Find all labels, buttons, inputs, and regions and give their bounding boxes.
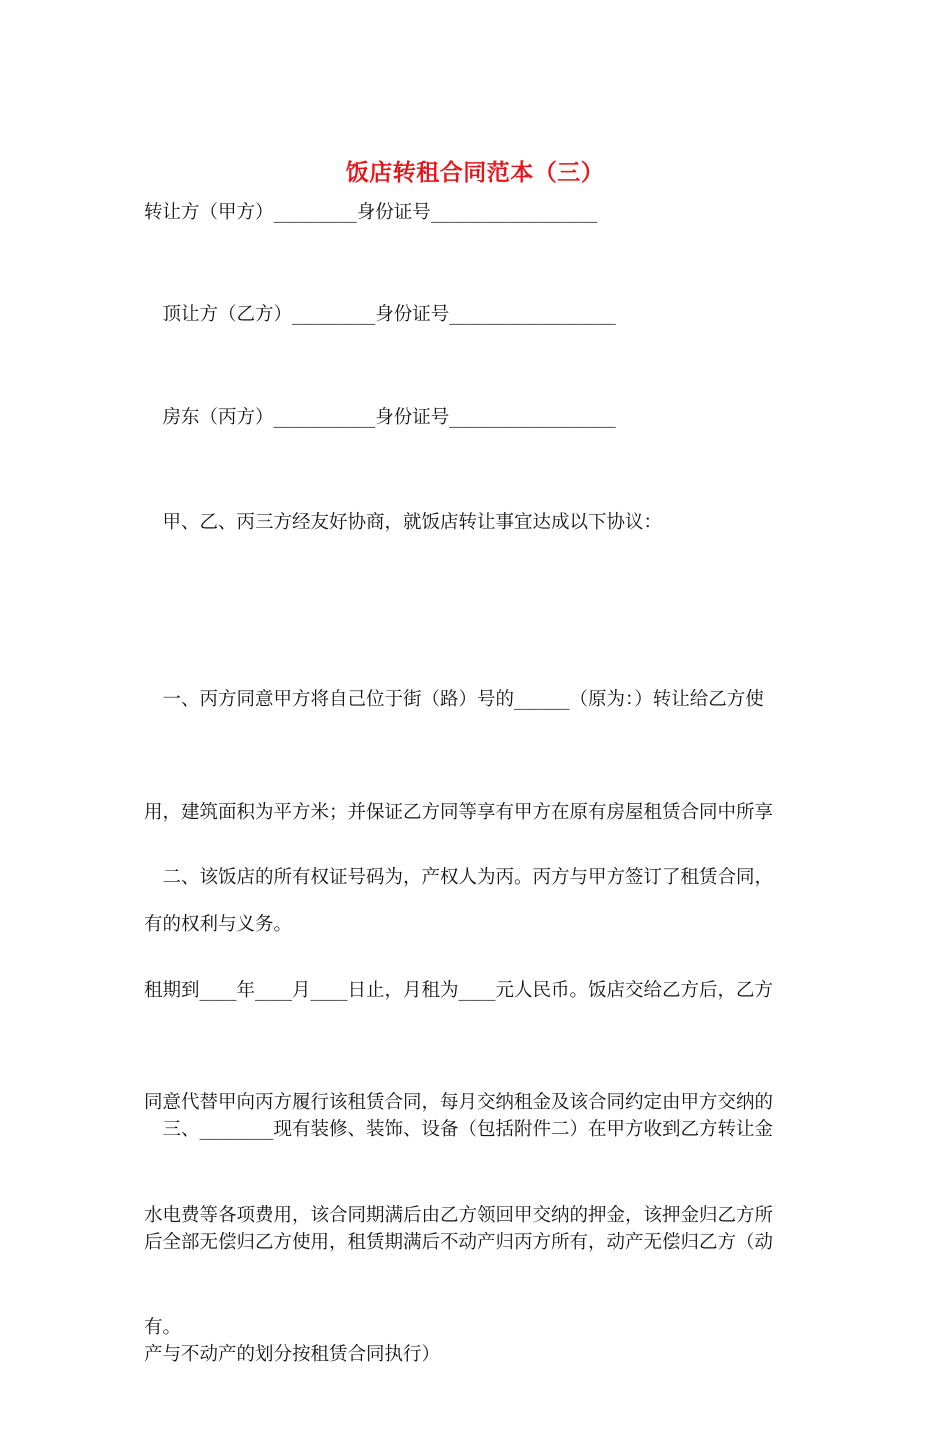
agreement-intro: 甲、乙、丙三方经友好协商，就饭店转让事宜达成以下协议： <box>144 512 663 533</box>
clause-2-line-1: 二、该饭店的所有权证号码为，产权人为丙。丙方与甲方签订了租赁合同， <box>144 867 774 888</box>
clause-2-line-3: 同意代替甲向丙方履行该租赁合同，每月交纳租金及该合同约定由甲方交纳的 <box>144 1092 774 1113</box>
clause-3-line-1: 三、________现有装修、装饰、设备（包括附件二）在甲方收到乙方转让金 <box>144 1119 774 1140</box>
clause-2-line-2: 租期到____年____月____日止，月租为____元人民币。饭店交给乙方后，乙方 <box>144 979 774 1001</box>
clause-3-line-2: 后全部无偿归乙方使用，租赁期满后不动产归丙方所有，动产无偿归乙方（动 <box>144 1231 774 1253</box>
clause-3 <box>144 1036 809 1449</box>
document-title: 饭店转租合同范本（三） <box>345 159 605 186</box>
clause-1-line-2: 用，建筑面积为平方米；并保证乙方同等享有甲方在原有房屋租赁合同中所享 <box>144 801 774 823</box>
party-a-line: 转让方（甲方）_________身份证号__________________ <box>144 202 598 223</box>
clause-3-line-3: 产与不动产的划分按租赁合同执行） <box>144 1344 441 1365</box>
clause-2-line-5: 有。 <box>144 1317 182 1338</box>
clause-2-line-4: 水电费等各项费用，该合同期满后由乙方领回甲交纳的押金，该押金归乙方所 <box>144 1204 774 1226</box>
party-b-line: 顶让方（乙方）_________身份证号__________________ <box>144 304 616 325</box>
party-c-line: 房东（丙方）___________身份证号__________________ <box>144 407 616 428</box>
clause-1-line-1: 一、丙方同意甲方将自己位于街（路）号的______（原为：）转让给乙方使 <box>144 689 764 710</box>
clause-1-line-3: 有的权利与义务。 <box>144 914 293 935</box>
